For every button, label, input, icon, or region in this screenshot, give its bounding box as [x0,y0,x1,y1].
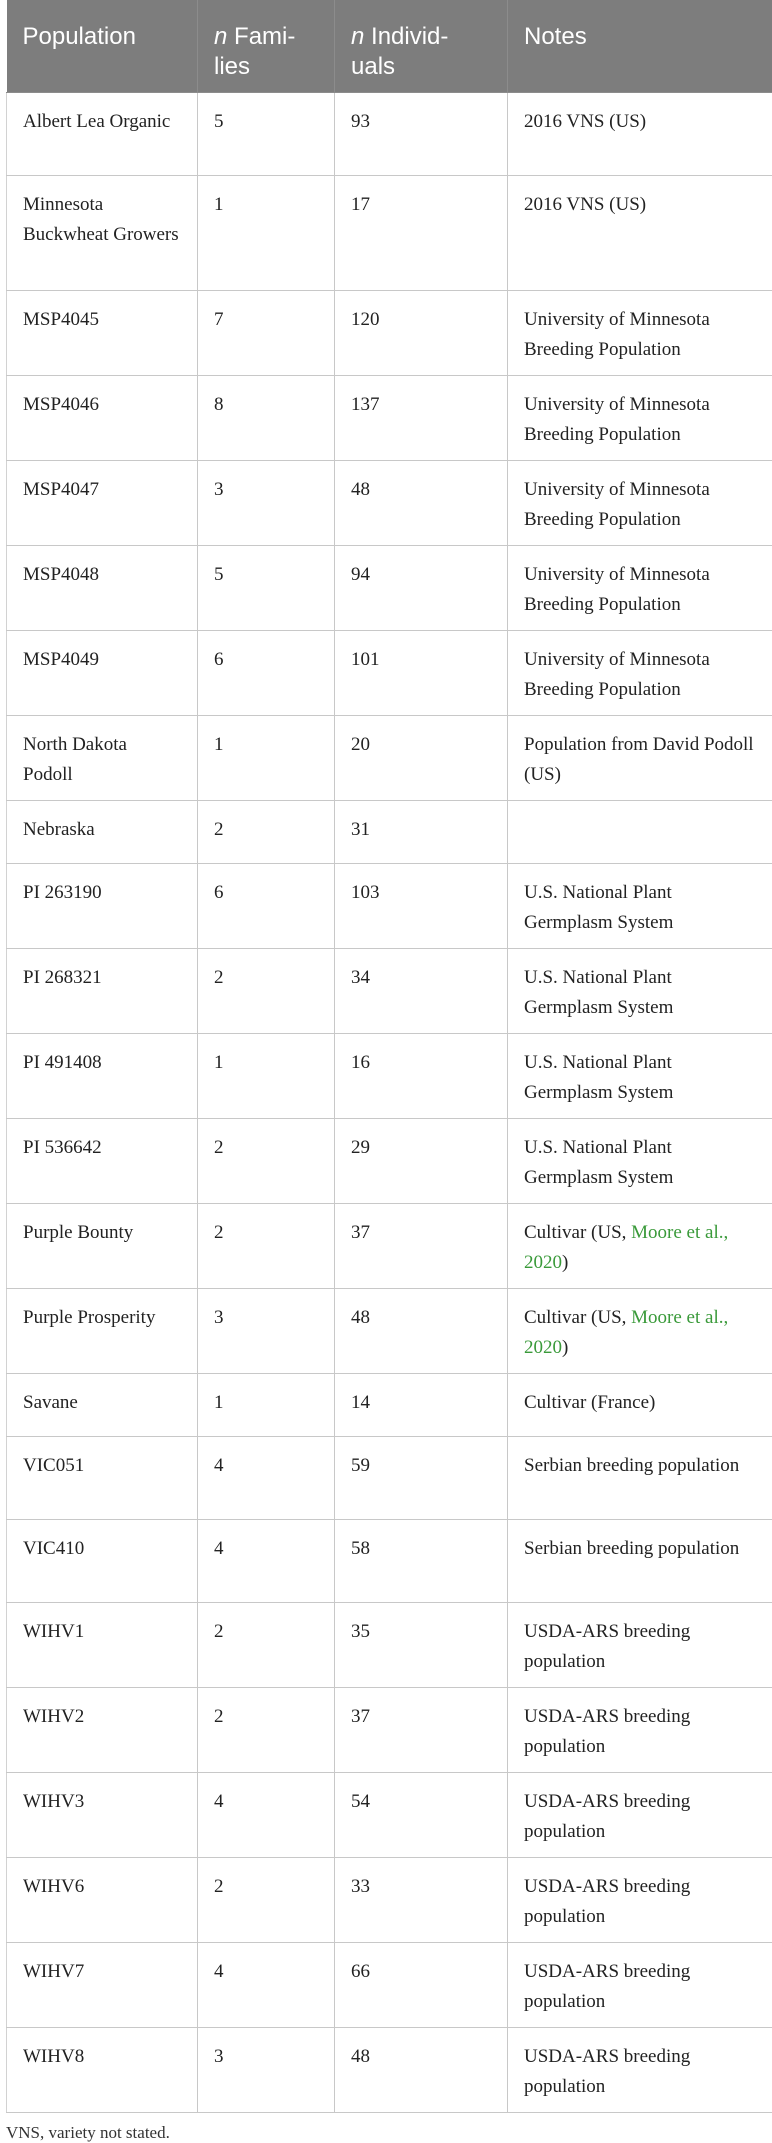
populations-table [6,0,772,2113]
cell-individuals: 59 [335,1437,508,1520]
cell-families: 3 [198,1289,335,1374]
cell-individuals: 48 [335,461,508,546]
citation-link[interactable]: Moore et al., 2020 [524,1307,728,1358]
table-row [7,546,772,631]
cell-notes [508,801,772,864]
table-row [7,376,772,461]
cell-notes: Cultivar (France) [508,1374,772,1437]
cell-families: 5 [198,93,335,176]
cell-individuals: 34 [335,949,508,1034]
header-population-label: Population [23,23,136,50]
table-footnote: VNS, variety not stated. [6,2123,772,2143]
cell-notes [508,1289,772,1374]
cell-families: 8 [198,376,335,461]
cell-individuals: 37 [335,1204,508,1289]
table-row [7,2028,772,2113]
cell-individuals: 37 [335,1688,508,1773]
table-row [7,1374,772,1437]
cell-population: Purple Prosperity [7,1289,198,1374]
cell-population: PI 536642 [7,1119,198,1204]
cell-population: MSP4045 [7,291,198,376]
cell-notes: USDA-ARS breeding population [508,1943,772,2028]
table-row [7,801,772,864]
header-notes [508,0,772,93]
cell-population: WIHV1 [7,1603,198,1688]
cell-families: 1 [198,176,335,291]
cell-individuals: 137 [335,376,508,461]
cell-families: 6 [198,631,335,716]
cell-individuals: 16 [335,1034,508,1119]
table-row [7,461,772,546]
cell-individuals: 58 [335,1520,508,1603]
cell-families: 2 [198,1688,335,1773]
cell-individuals: 103 [335,864,508,949]
table-row [7,1437,772,1520]
cell-notes: U.S. National Plant Germplasm System [508,949,772,1034]
cell-families: 4 [198,1437,335,1520]
cell-individuals: 17 [335,176,508,291]
cell-population: MSP4046 [7,376,198,461]
table-row [7,716,772,801]
table-body [7,93,772,2113]
table-row [7,864,772,949]
notes-text-end: ) [562,1337,568,1358]
header-population [7,0,198,93]
cell-families: 7 [198,291,335,376]
cell-families: 2 [198,1204,335,1289]
header-individuals-label: Individ- [364,23,448,50]
cell-individuals: 33 [335,1858,508,1943]
cell-population: MSP4049 [7,631,198,716]
cell-notes: University of Minnesota Breeding Population [508,461,772,546]
cell-notes: University of Minnesota Breeding Population [508,546,772,631]
cell-notes: Serbian breeding population [508,1437,772,1520]
table-row [7,1603,772,1688]
header-individuals-label-line2: uals [351,53,395,80]
cell-population: Purple Bounty [7,1204,198,1289]
cell-families: 6 [198,864,335,949]
table-row [7,1289,772,1374]
cell-families: 5 [198,546,335,631]
cell-population: Nebraska [7,801,198,864]
table-row [7,949,772,1034]
cell-individuals: 14 [335,1374,508,1437]
cell-population: WIHV8 [7,2028,198,2113]
cell-individuals: 35 [335,1603,508,1688]
cell-population: PI 263190 [7,864,198,949]
cell-families: 3 [198,2028,335,2113]
cell-families: 4 [198,1520,335,1603]
cell-population: Albert Lea Organic [7,93,198,176]
cell-population: VIC410 [7,1520,198,1603]
citation-link[interactable]: Moore et al., 2020 [524,1222,728,1273]
cell-individuals: 66 [335,1943,508,2028]
table-row [7,1688,772,1773]
cell-notes: Serbian breeding population [508,1520,772,1603]
notes-text-end: ) [562,1252,568,1273]
table-row [7,631,772,716]
cell-individuals: 93 [335,93,508,176]
cell-families: 1 [198,1034,335,1119]
cell-population: PI 491408 [7,1034,198,1119]
cell-notes [508,1204,772,1289]
cell-individuals: 101 [335,631,508,716]
cell-notes: U.S. National Plant Germplasm System [508,864,772,949]
cell-notes: Population from David Podoll (US) [508,716,772,801]
cell-notes: USDA-ARS breeding population [508,1858,772,1943]
cell-population: MSP4047 [7,461,198,546]
header-families [198,0,335,93]
cell-families: 1 [198,716,335,801]
cell-population: WIHV3 [7,1773,198,1858]
cell-population: Minnesota Buckwheat Growers [7,176,198,291]
table-row [7,1119,772,1204]
cell-families: 4 [198,1943,335,2028]
cell-notes: University of Minnesota Breeding Population [508,631,772,716]
header-individuals [335,0,508,93]
table-row [7,1520,772,1603]
cell-individuals: 20 [335,716,508,801]
cell-notes: USDA-ARS breeding population [508,1603,772,1688]
cell-population: WIHV7 [7,1943,198,2028]
notes-text: Cultivar (US, [524,1222,631,1243]
cell-individuals: 31 [335,801,508,864]
table-row [7,1858,772,1943]
cell-notes: USDA-ARS breeding population [508,1773,772,1858]
table-container [6,0,772,2143]
notes-text: Cultivar (US, [524,1307,631,1328]
cell-individuals: 94 [335,546,508,631]
table-row [7,1204,772,1289]
table-row [7,176,772,291]
table-header-row [7,0,772,93]
table-row [7,1773,772,1858]
cell-notes: 2016 VNS (US) [508,93,772,176]
cell-families: 3 [198,461,335,546]
cell-population: PI 268321 [7,949,198,1034]
table-row [7,1943,772,2028]
cell-individuals: 48 [335,2028,508,2113]
cell-individuals: 120 [335,291,508,376]
cell-families: 2 [198,1858,335,1943]
table-row [7,93,772,176]
cell-families: 2 [198,949,335,1034]
cell-population: North Dakota Podoll [7,716,198,801]
cell-individuals: 48 [335,1289,508,1374]
cell-families: 1 [198,1374,335,1437]
cell-population: Savane [7,1374,198,1437]
cell-population: MSP4048 [7,546,198,631]
cell-notes: 2016 VNS (US) [508,176,772,291]
header-families-n: n [214,23,227,50]
cell-population: WIHV6 [7,1858,198,1943]
table-row [7,1034,772,1119]
cell-individuals: 54 [335,1773,508,1858]
cell-families: 2 [198,1603,335,1688]
cell-notes: USDA-ARS breeding population [508,1688,772,1773]
cell-notes: U.S. National Plant Germplasm System [508,1034,772,1119]
cell-notes: USDA-ARS breeding population [508,2028,772,2113]
header-notes-label: Notes [524,23,587,50]
cell-families: 2 [198,801,335,864]
cell-individuals: 29 [335,1119,508,1204]
cell-families: 4 [198,1773,335,1858]
table-row [7,291,772,376]
cell-notes: University of Minnesota Breeding Population [508,291,772,376]
header-families-label: Fami- [227,23,295,50]
cell-notes: U.S. National Plant Germplasm System [508,1119,772,1204]
cell-population: WIHV2 [7,1688,198,1773]
cell-families: 2 [198,1119,335,1204]
header-individuals-n: n [351,23,364,50]
cell-population: VIC051 [7,1437,198,1520]
header-families-label-line2: lies [214,53,250,80]
cell-notes: University of Minnesota Breeding Population [508,376,772,461]
